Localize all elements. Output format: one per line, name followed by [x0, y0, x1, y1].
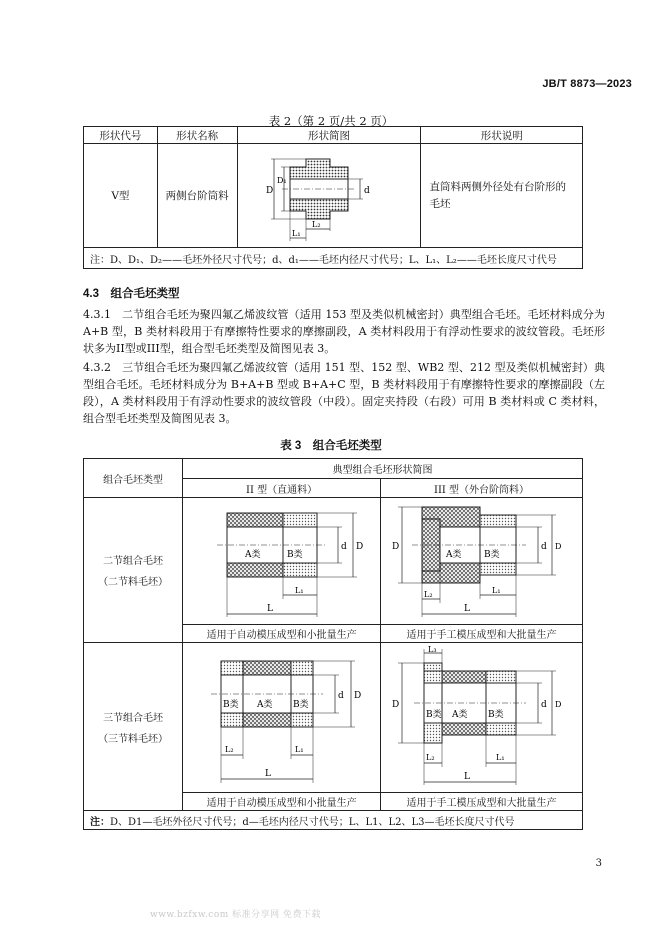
- three-section-iii-caption: 适用于手工模压成型和大批量生产: [381, 793, 583, 811]
- dim-L1: L₁: [291, 229, 301, 238]
- section-4-3-title: 4.3 组合毛坯类型: [83, 288, 180, 300]
- label-L1: L₁: [294, 585, 304, 595]
- table3: [83, 458, 583, 830]
- two-section-iii-caption: 适用于手工模压成型和大批量生产: [381, 625, 583, 643]
- table3-row-two-section: [84, 498, 183, 643]
- table2-cell-description: 直筒料两侧外径处有台阶形的毛坯: [421, 144, 583, 248]
- three-section-straight-diagram: [187, 643, 377, 789]
- table2-header-code: 形状代号: [84, 127, 158, 144]
- paragraph-4-3-1: 4.3.1 二节组合毛坯为聚四氟乙烯波纹管（适用 153 型及类似机械密封）典型组合毛坯。毛坯材料成分为 A+B 型，B 类材料段用于有摩擦特性要求的摩擦副段，A 类材料段用于有浮动性要求的波纹管段。毛坯形状多为II型或III型，组合型毛坯类型及简图见表 3。: [83, 308, 605, 355]
- table2-header-description: 形状说明: [421, 127, 583, 144]
- two-section-step-diagram: [384, 499, 580, 621]
- label-L1: L₁: [491, 585, 501, 595]
- label-L2: L₂: [224, 745, 234, 754]
- two-section-ii-caption: 适用于自动模压成型和小批量生产: [183, 625, 381, 643]
- table3-header-type-ii: II 型（直通料）: [183, 479, 381, 498]
- label-B: B类: [483, 549, 500, 560]
- label-D: D: [353, 691, 361, 701]
- two-section-type-ii-diagram: [183, 498, 381, 625]
- table3-header-type: 组合毛坯类型: [84, 459, 183, 498]
- table3-caption: 表 3 组合毛坯类型: [280, 440, 382, 452]
- label-D: D: [355, 541, 363, 552]
- table2-cell-diagram: [237, 144, 421, 248]
- dim-L2: L₂: [311, 220, 321, 229]
- label-A: A类: [256, 700, 273, 710]
- two-section-name: 二节组合毛坯: [103, 556, 164, 567]
- table3-note-prefix: 注：: [90, 816, 110, 828]
- label-d: d: [340, 541, 347, 552]
- table2-cell-code: Ⅴ型: [84, 144, 158, 248]
- label-d: d: [540, 541, 547, 552]
- three-section-alias: （三节料毛坯）: [98, 733, 169, 745]
- table2: [83, 126, 583, 269]
- table2-cell-name: 两侧台阶筒料: [157, 144, 237, 248]
- three-section-ii-caption: 适用于自动模压成型和小批量生产: [183, 793, 381, 811]
- label-B-right: B类: [292, 700, 309, 710]
- label-L1: L₁: [294, 745, 304, 754]
- table2-header-diagram: 形状简图: [237, 127, 421, 144]
- table3-note: [84, 811, 583, 830]
- paragraph-4-3-2: 4.3.2 三节组合毛坯为聚四氟乙烯波纹管（适用 151 型、152 型、WB2 型、212 型及类似机械密封）典型组合毛坯。毛坯材料成分为 B+A+B 型或 B+A+C 型，B 类材料段用于有摩擦特性要求的摩擦副段（左段），A 类材料段用于有浮动性要求的波纹管段（中段）。固定夹持段（右段）可用 B 类材料或 C 类材料，组合型毛坯类型及简图见表 3。: [83, 361, 605, 425]
- label-A: A类: [445, 549, 462, 560]
- dim-D1: D₁: [276, 176, 287, 185]
- two-section-type-iii-diagram: [381, 498, 583, 625]
- label-L: L: [463, 603, 470, 614]
- label-B-left: B类: [222, 700, 239, 710]
- standard-code: JB/T 8873—2023: [542, 78, 632, 90]
- table2-note: 注：D、D₁、D₂——毛坯外径尺寸代号；d、d₁——毛坯内径尺寸代号；L、L₁、L₂——毛坯长度尺寸代号: [84, 248, 583, 269]
- label-B: B类: [286, 549, 303, 560]
- three-section-step-diagram: [384, 643, 580, 789]
- dim-d: d: [363, 186, 370, 196]
- two-section-alias: （二节料毛坯）: [98, 577, 169, 588]
- label-D: D: [391, 541, 399, 552]
- footer-watermark: www.bzfxw.com 标准分享网 免费下载: [150, 910, 322, 920]
- table2-caption: 表 2（第 2 页/共 2 页）: [268, 114, 394, 128]
- dim-D: D: [265, 186, 274, 196]
- table2-header-name: 形状名称: [157, 127, 237, 144]
- label-d: d: [540, 700, 547, 710]
- three-section-type-ii-diagram: [183, 643, 381, 793]
- label-B-left: B类: [425, 710, 442, 720]
- three-section-name: 三节组合毛坯: [103, 712, 164, 724]
- table3-row-three-section: [84, 643, 183, 811]
- table3-header-type-iii: III 型（外台阶筒料）: [381, 479, 583, 498]
- label-L2: L₂: [423, 589, 433, 599]
- label-D1: D: [554, 700, 561, 709]
- label-D1: D: [554, 541, 561, 551]
- label-L: L: [266, 603, 273, 614]
- label-A: A类: [244, 549, 261, 560]
- label-L2: L₂: [425, 753, 435, 762]
- page-number: 3: [595, 858, 602, 869]
- three-section-type-iii-diagram: [381, 643, 583, 793]
- table3-header-group: 典型组合毛坯形状简图: [183, 459, 583, 479]
- label-D: D: [391, 700, 399, 710]
- table3-note-text: D、D1—毛坯外径尺寸代号；d—毛坯内径尺寸代号；L、L1、L2、L3—毛坯长度尺寸代号: [110, 816, 515, 828]
- two-side-step-tube-diagram: [244, 145, 414, 243]
- label-L3: L₃: [427, 645, 437, 654]
- label-d: d: [337, 691, 344, 701]
- label-L1: L₁: [495, 753, 505, 762]
- two-section-straight-diagram: [187, 499, 377, 621]
- label-A: A类: [451, 710, 468, 720]
- label-L: L: [264, 769, 271, 779]
- label-B-right: B类: [487, 710, 504, 720]
- label-L: L: [463, 772, 470, 782]
